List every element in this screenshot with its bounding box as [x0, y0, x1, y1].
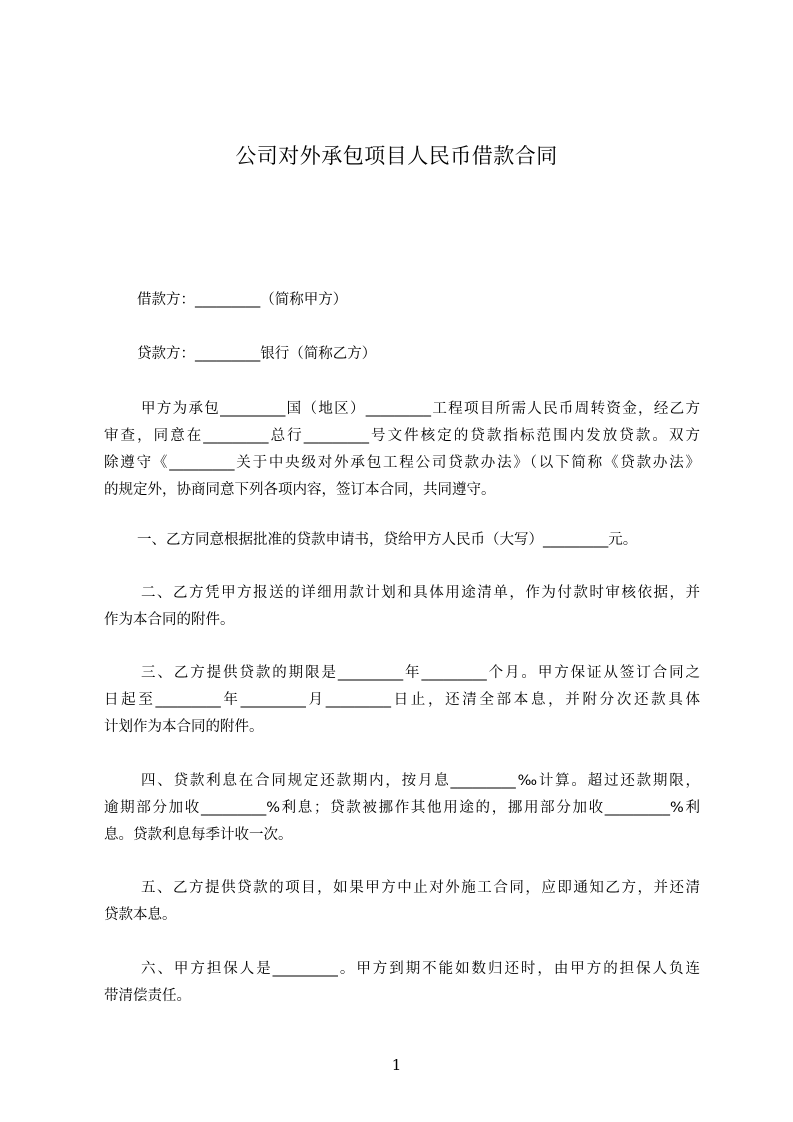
borrower-line: 借款方：_________（简称甲方） [137, 292, 348, 308]
clause-2-line: 二、乙方凭甲方报送的详细用款计划和具体用途清单，作为付款时审核依据，并 [141, 585, 700, 601]
page-number: 1 [391, 1056, 402, 1074]
clause-3-line: 计划作为本合同的附件。 [104, 719, 264, 735]
preamble-line: 除遵守《_________关于中央级对外承包工程公司贷款办法》（以下简称《贷款办法》 [104, 455, 700, 471]
clause-3-line: 三、乙方提供贷款的期限是_________年_________个月。甲方保证从签订合同之 [141, 665, 700, 681]
lender-line: 贷款方：_________银行（简称乙方） [137, 346, 377, 362]
clause-5-line: 贷款本息。 [104, 907, 177, 923]
preamble-line: 的规定外，协商同意下列各项内容，签订本合同，共同遵守。 [104, 482, 496, 498]
clause-1-line: 一、乙方同意根据批准的贷款申请书，贷给甲方人民币（大写）_________元。 [137, 532, 638, 548]
clause-5-line: 五、乙方提供贷款的项目，如果甲方中止对外施工合同，应即通知乙方，并还清 [141, 880, 700, 896]
page-title: 公司对外承包项目人民币借款合同 [235, 144, 558, 168]
clause-4-line: 四、贷款利息在合同规定还款期内，按月息_________‰计算。超过还款期限， [141, 773, 700, 789]
clause-4-line: 息。贷款利息每季计收一次。 [104, 827, 293, 843]
clause-6-line: 六、甲方担保人是_________。甲方到期不能如数归还时，由甲方的担保人负连 [141, 961, 700, 977]
clause-4-line: 逾期部分加收_________%利息；贷款被挪作其他用途的，挪用部分加收_________%利 [104, 800, 700, 816]
clause-2-line: 作为本合同的附件。 [104, 612, 235, 628]
clause-6-line: 带清偿责任。 [104, 988, 191, 1004]
preamble-line: 甲方为承包_________国（地区）_________工程项目所需人民币周转资金，经乙方 [141, 401, 700, 417]
clause-3-line: 日起至_________年_________月_________日止，还清全部本息，并附分次还款具体 [104, 692, 700, 708]
preamble-line: 审查，同意在_________总行_________号文件核定的贷款指标范围内发放贷款。双方 [104, 428, 700, 444]
